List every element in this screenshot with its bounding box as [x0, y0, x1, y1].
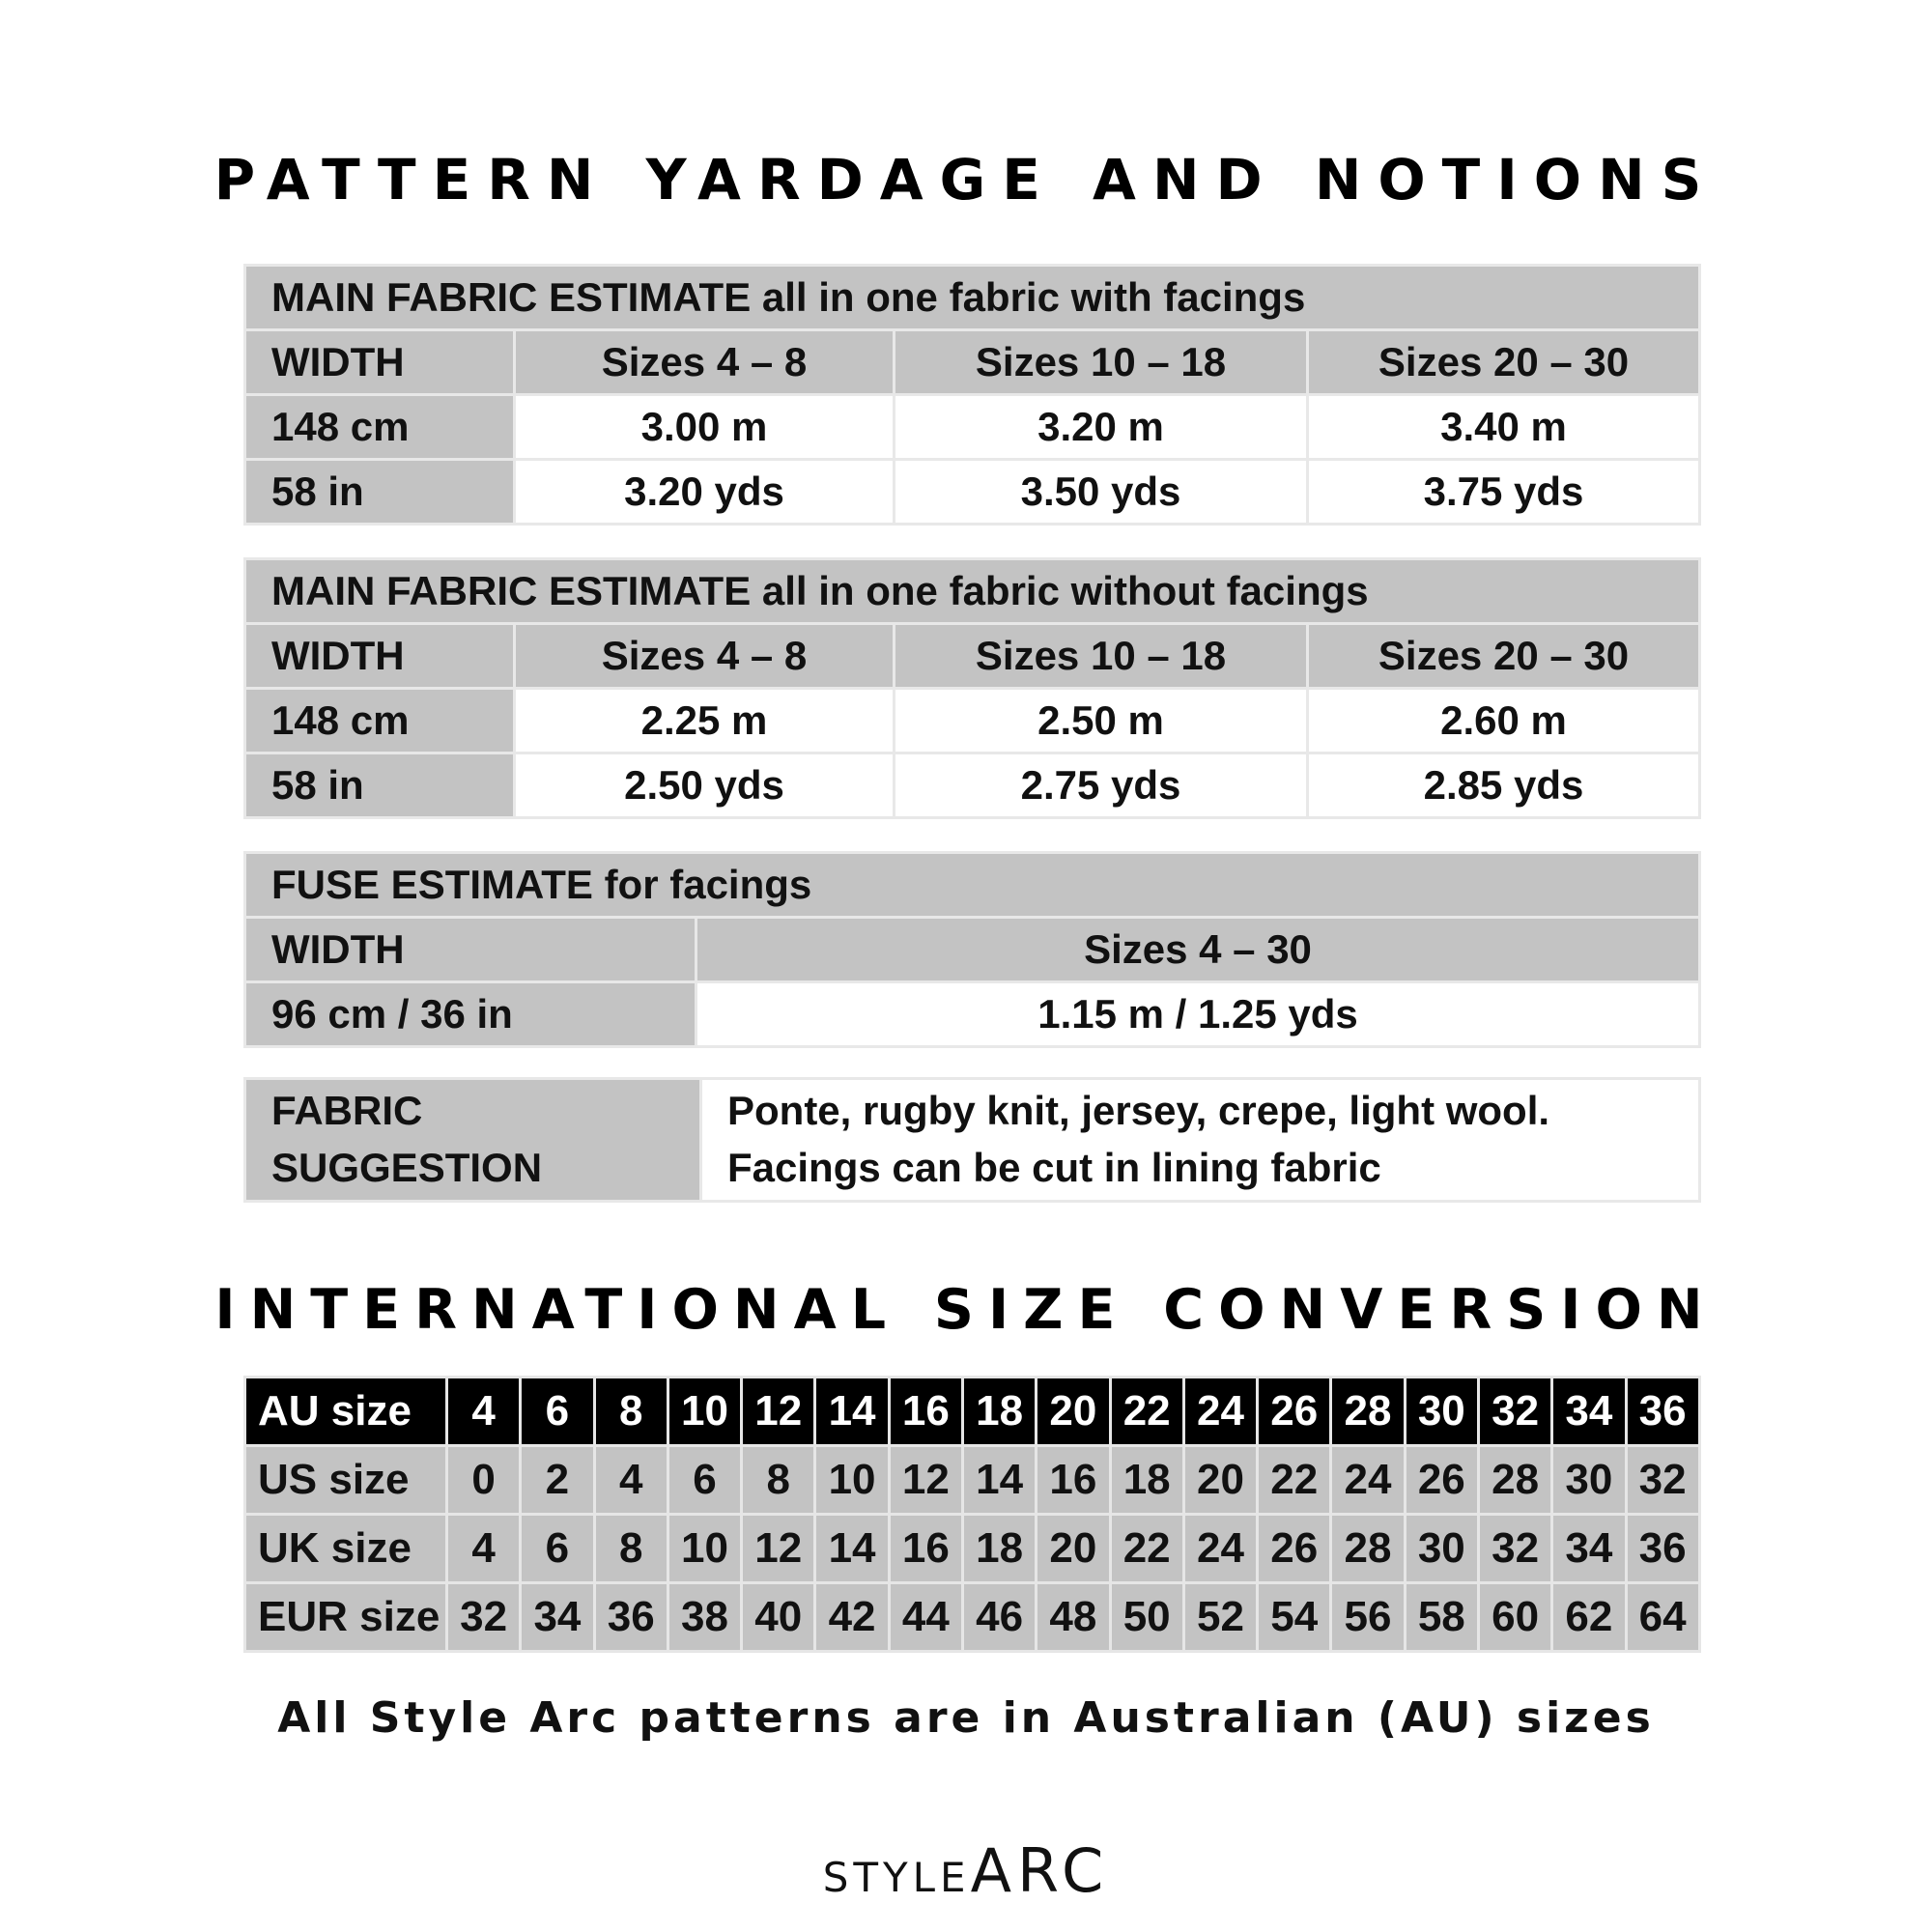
style-arc-logo	[0, 1835, 1932, 1906]
table-row	[245, 460, 1700, 525]
table-row	[245, 1583, 1700, 1652]
table-cell: 26	[1258, 1378, 1331, 1446]
row-label: 58 in	[245, 460, 515, 525]
suggestion-label-line: SUGGESTION	[271, 1145, 543, 1190]
table-cell: 30	[1405, 1515, 1478, 1583]
table-cell: 22	[1110, 1378, 1183, 1446]
yardage-title: PATTERN YARDAGE AND NOTIONS	[213, 147, 1719, 213]
table-cell: 2.60 m	[1308, 689, 1700, 753]
table-row	[245, 982, 1700, 1047]
table-cell: 14	[962, 1446, 1036, 1515]
row-label: UK size	[245, 1515, 447, 1583]
table-cell: 52	[1183, 1583, 1257, 1652]
column-header-width: WIDTH	[245, 330, 515, 395]
with-facings-heading: MAIN FABRIC ESTIMATE all in one fabric with facings	[245, 266, 1700, 330]
table-cell: 30	[1552, 1446, 1626, 1515]
suggestion-text-line: Facings can be cut in lining fabric	[727, 1145, 1381, 1190]
table-cell: 56	[1331, 1583, 1405, 1652]
column-header-sizes-10-18: Sizes 10 – 18	[895, 624, 1308, 689]
table-cell: 22	[1110, 1515, 1183, 1583]
table-cell: 10	[668, 1378, 741, 1446]
column-header-sizes-4-8: Sizes 4 – 8	[515, 624, 895, 689]
table-cell: 18	[962, 1515, 1036, 1583]
table-cell: 0	[447, 1446, 521, 1515]
table-cell: 28	[1331, 1515, 1405, 1583]
without-facings-table	[243, 557, 1701, 819]
table-cell: 3.00 m	[515, 395, 895, 460]
table-cell: 62	[1552, 1583, 1626, 1652]
table-row	[245, 753, 1700, 818]
column-header-sizes-4-30: Sizes 4 – 30	[696, 918, 1700, 982]
table-cell: 24	[1183, 1378, 1257, 1446]
column-header-width: WIDTH	[245, 918, 696, 982]
table-cell: 54	[1258, 1583, 1331, 1652]
column-header-sizes-4-8: Sizes 4 – 8	[515, 330, 895, 395]
with-facings-table	[243, 264, 1701, 526]
table-cell: 26	[1258, 1515, 1331, 1583]
table-cell: 8	[594, 1515, 668, 1583]
table-cell: 24	[1183, 1515, 1257, 1583]
table-cell: 58	[1405, 1583, 1478, 1652]
table-cell: 48	[1037, 1583, 1110, 1652]
table-cell: 34	[1552, 1515, 1626, 1583]
table-cell: 18	[1110, 1446, 1183, 1515]
table-cell: 20	[1037, 1515, 1110, 1583]
table-cell: 28	[1478, 1446, 1551, 1515]
fuse-table	[243, 851, 1701, 1048]
table-cell: 32	[1478, 1378, 1551, 1446]
table-cell: 2.75 yds	[895, 753, 1308, 818]
table-cell: 16	[889, 1515, 962, 1583]
table-cell: 30	[1405, 1378, 1478, 1446]
conversion-title: INTERNATIONAL SIZE CONVERSION	[214, 1278, 1718, 1342]
table-cell: 34	[521, 1583, 594, 1652]
table-cell: 12	[742, 1515, 815, 1583]
table-cell: 6	[521, 1515, 594, 1583]
table-cell: 3.20 m	[895, 395, 1308, 460]
table-row	[245, 1515, 1700, 1583]
table-cell: 2	[521, 1446, 594, 1515]
table-cell: 42	[815, 1583, 889, 1652]
row-label: EUR size	[245, 1583, 447, 1652]
table-cell: 18	[962, 1378, 1036, 1446]
table-row	[245, 395, 1700, 460]
logo-arc-text: ARC	[970, 1835, 1110, 1906]
table-cell: 16	[1037, 1446, 1110, 1515]
table-row	[245, 1446, 1700, 1515]
table-cell: 4	[447, 1515, 521, 1583]
table-cell: 36	[1626, 1515, 1699, 1583]
table-cell: 8	[742, 1446, 815, 1515]
table-cell: 2.50 yds	[515, 753, 895, 818]
table-cell: 32	[1626, 1446, 1699, 1515]
table-cell: 10	[668, 1515, 741, 1583]
table-row	[245, 689, 1700, 753]
logo-style-text: STYLE	[822, 1854, 971, 1901]
table-cell: 2.50 m	[895, 689, 1308, 753]
table-cell: 38	[668, 1583, 741, 1652]
table-cell: 60	[1478, 1583, 1551, 1652]
row-label: US size	[245, 1446, 447, 1515]
row-label: 148 cm	[245, 395, 515, 460]
fabric-suggestion-table	[243, 1077, 1701, 1203]
table-cell: 46	[962, 1583, 1036, 1652]
table-cell: 2.85 yds	[1308, 753, 1700, 818]
table-cell: 1.15 m / 1.25 yds	[696, 982, 1700, 1047]
table-cell: 34	[1552, 1378, 1626, 1446]
table-cell: 8	[594, 1378, 668, 1446]
table-cell: 3.75 yds	[1308, 460, 1700, 525]
table-cell: 22	[1258, 1446, 1331, 1515]
fabric-suggestion-text	[701, 1079, 1700, 1202]
column-header-sizes-20-30: Sizes 20 – 30	[1308, 624, 1700, 689]
table-cell: 12	[889, 1446, 962, 1515]
table-cell: 44	[889, 1583, 962, 1652]
table-row	[245, 1378, 1700, 1446]
column-header-sizes-10-18: Sizes 10 – 18	[895, 330, 1308, 395]
table-cell: 6	[521, 1378, 594, 1446]
table-cell: 64	[1626, 1583, 1699, 1652]
au-sizes-note: All Style Arc patterns are in Australian (AU) sizes	[277, 1693, 1655, 1743]
without-facings-heading: MAIN FABRIC ESTIMATE all in one fabric without facings	[245, 559, 1700, 624]
row-label: 58 in	[245, 753, 515, 818]
table-cell: 14	[815, 1515, 889, 1583]
table-cell: 50	[1110, 1583, 1183, 1652]
table-cell: 4	[447, 1378, 521, 1446]
table-cell: 20	[1183, 1446, 1257, 1515]
table-cell: 36	[594, 1583, 668, 1652]
row-label: 96 cm / 36 in	[245, 982, 696, 1047]
suggestion-label-line: FABRIC	[271, 1088, 423, 1134]
row-label: AU size	[245, 1378, 447, 1446]
table-cell: 40	[742, 1583, 815, 1652]
table-cell: 32	[1478, 1515, 1551, 1583]
table-cell: 4	[594, 1446, 668, 1515]
table-cell: 2.25 m	[515, 689, 895, 753]
table-cell: 14	[815, 1378, 889, 1446]
row-label: 148 cm	[245, 689, 515, 753]
table-cell: 36	[1626, 1378, 1699, 1446]
column-header-sizes-20-30: Sizes 20 – 30	[1308, 330, 1700, 395]
table-cell: 3.50 yds	[895, 460, 1308, 525]
table-cell: 28	[1331, 1378, 1405, 1446]
suggestion-text-line: Ponte, rugby knit, jersey, crepe, light wool.	[727, 1088, 1550, 1134]
fabric-suggestion-label	[245, 1079, 701, 1202]
table-cell: 24	[1331, 1446, 1405, 1515]
table-cell: 32	[447, 1583, 521, 1652]
column-header-width: WIDTH	[245, 624, 515, 689]
fuse-heading: FUSE ESTIMATE for facings	[245, 853, 1700, 918]
table-cell: 12	[742, 1378, 815, 1446]
table-cell: 6	[668, 1446, 741, 1515]
table-cell: 20	[1037, 1378, 1110, 1446]
table-cell: 10	[815, 1446, 889, 1515]
size-conversion-table	[243, 1376, 1701, 1653]
table-cell: 3.40 m	[1308, 395, 1700, 460]
table-cell: 3.20 yds	[515, 460, 895, 525]
table-cell: 26	[1405, 1446, 1478, 1515]
table-cell: 16	[889, 1378, 962, 1446]
